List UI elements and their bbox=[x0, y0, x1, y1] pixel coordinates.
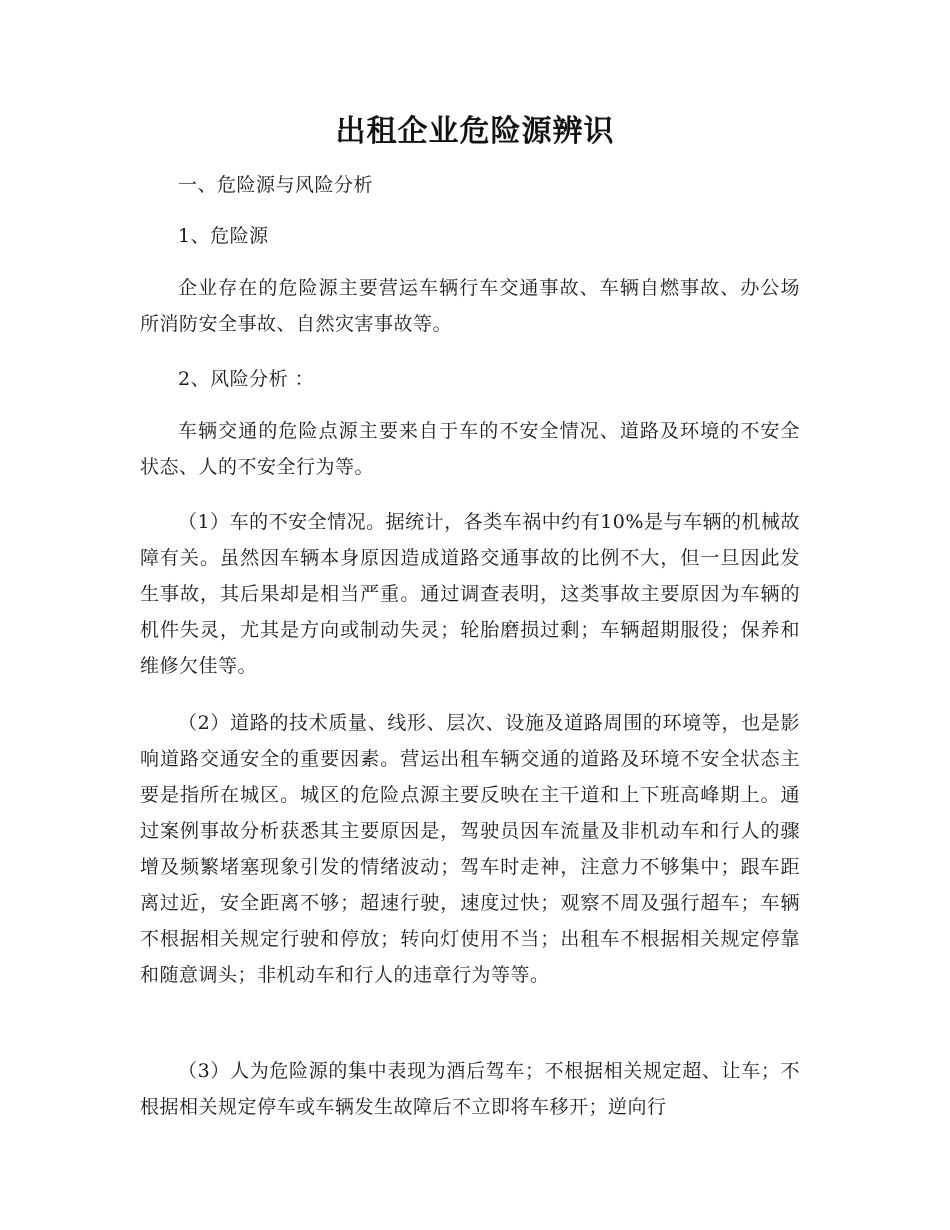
paragraph-hazard-sources: 企业存在的危险源主要营运车辆行车交通事故、车辆自燃事故、办公场所消防安全事故、自然灾害事故等。 bbox=[140, 277, 800, 335]
paragraph-human-factors: （3）人为危险源的集中表现为酒后驾车；不根据相关规定超、让车；不根据相关规定停车或车辆发生故障后不立即将车移开；逆向行 bbox=[140, 1060, 800, 1118]
paragraph-vehicle-unsafe-conditions: （1）车的不安全情况。据统计，各类车祸中约有10%是与车辆的机械故障有关。虽然因车辆本身原因造成道路交通事故的比例不大，但一旦因此发生事故，其后果却是相当严重。通过调查表明，这类事故主要原因为车辆的机件失灵，尤其是方向或制动失灵；轮胎磨损过剩；车辆超期服役；保养和维修欠佳等。 bbox=[140, 511, 800, 677]
paragraph-road-environment: （2）道路的技术质量、线形、层次、设施及道路周围的环境等，也是影响道路交通安全的重要因素。营运出租车辆交通的道路及环境不安全状态主要是指所在城区。城区的危险点源主要反映在主干道和上下班高峰期上。通过案例事故分析获悉其主要原因是，驾驶员因车流量及非机动车和行人的骤增及频繁堵塞现象引发的情绪波动；驾车时走神，注意力不够集中；跟车距离过近，安全距离不够；超速行驶，速度过快；观察不周及强行超车；车辆不根据相关规定行驶和停放；转向灯使用不当；出租车不根据相关规定停靠和随意调头；非机动车和行人的违章行为等等。 bbox=[140, 712, 800, 986]
document-title: 出租企业危险源辨识 bbox=[335, 114, 615, 149]
subsection-heading-hazard-source: 1、危险源 bbox=[178, 225, 269, 247]
subsection-heading-risk-analysis: 2、风险分析 ： bbox=[178, 368, 315, 390]
paragraph-risk-overview: 车辆交通的危险点源主要来自于车的不安全情况、道路及环境的不安全状态、人的不安全行为等。 bbox=[140, 420, 800, 478]
section-heading-hazard-and-risk: 一、危险源与风险分析 bbox=[178, 174, 374, 196]
